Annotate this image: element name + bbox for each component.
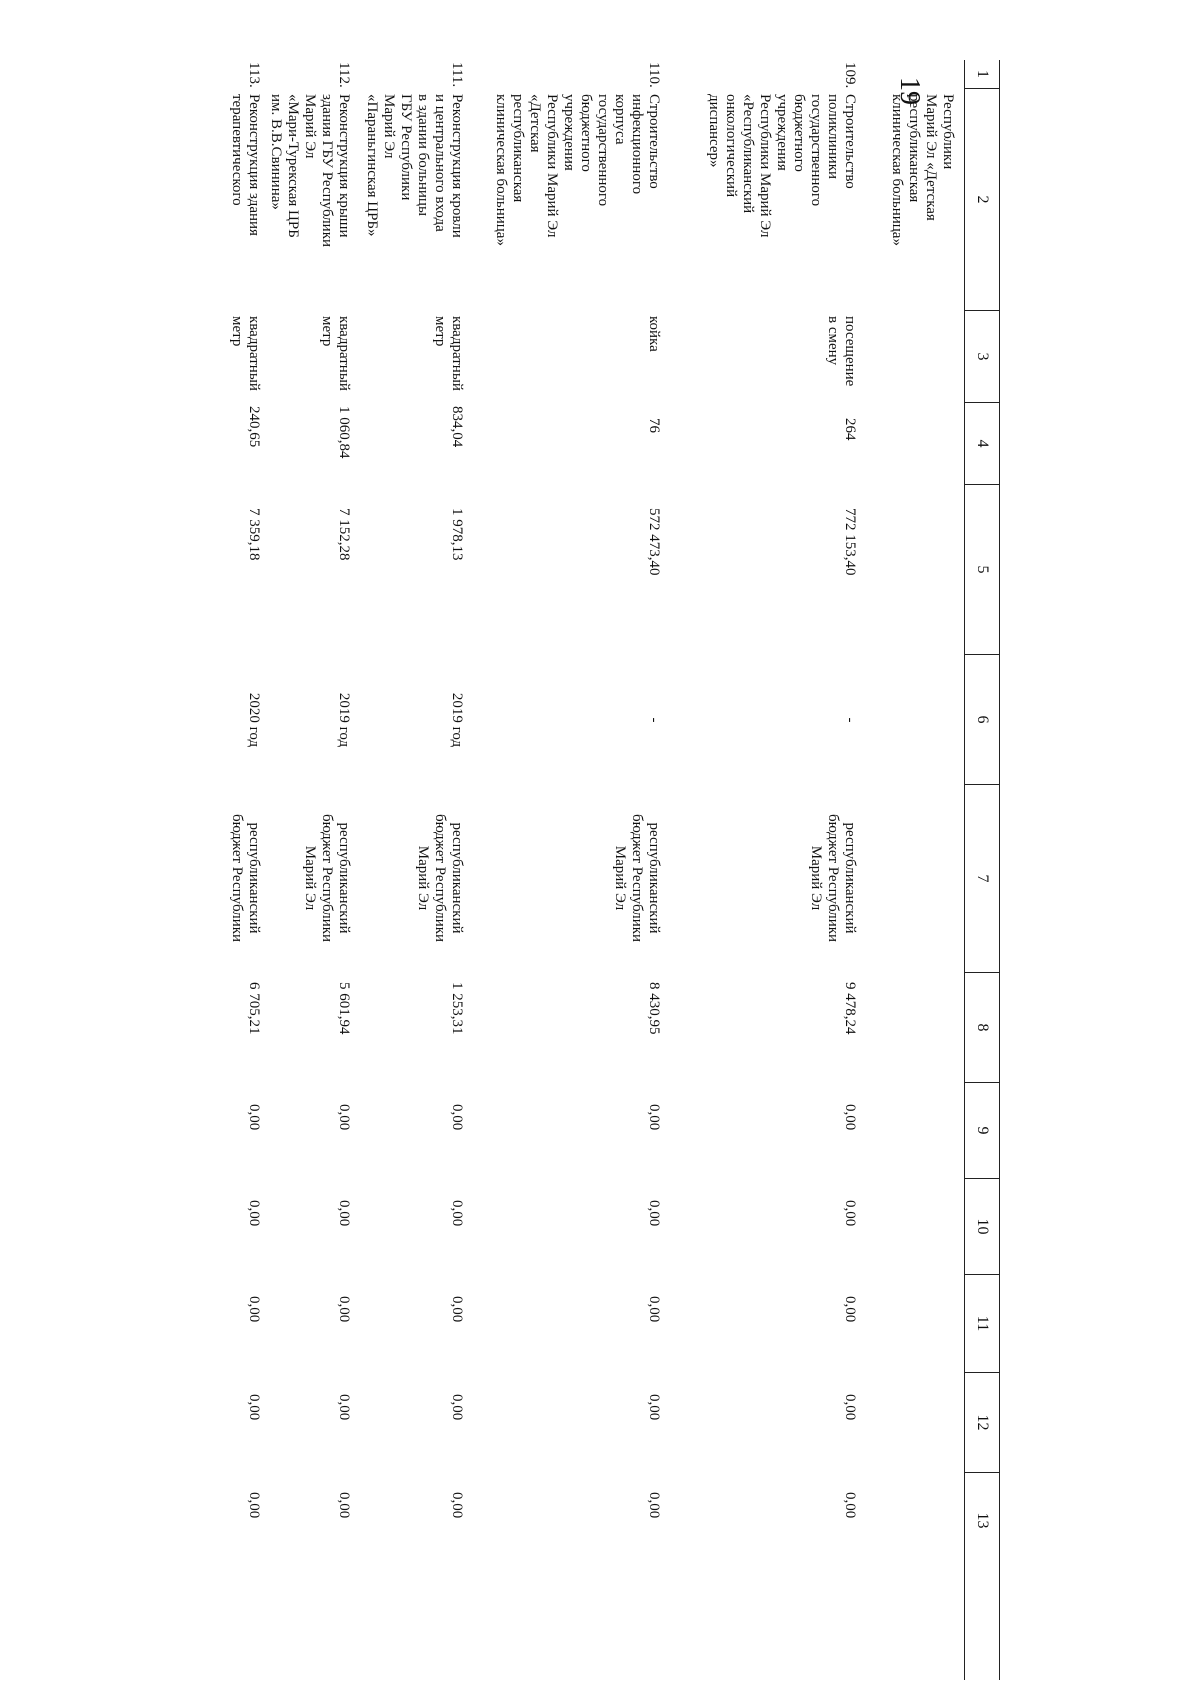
value-col-12: 0,00 bbox=[449, 1394, 465, 1421]
unit: посещение в смену bbox=[825, 316, 858, 387]
completion-year: - bbox=[646, 717, 662, 723]
funding-source: республиканский бюджет Республики Марий Эл bbox=[808, 813, 858, 943]
value-col-13: 0,00 bbox=[246, 1492, 262, 1519]
value-col-9: 0,00 bbox=[646, 1104, 662, 1131]
capacity: 264 bbox=[842, 418, 858, 441]
value-col-11: 0,00 bbox=[842, 1296, 858, 1323]
value-col-8: 5 601,94 bbox=[336, 982, 352, 1035]
value-col-13: 0,00 bbox=[449, 1492, 465, 1519]
row-number: 110. bbox=[646, 62, 662, 88]
object-name: Реконструкция здания терапевтического bbox=[229, 94, 262, 236]
unit: квадратный метр bbox=[319, 316, 352, 391]
unit: койка bbox=[646, 316, 662, 352]
column-number: 3 bbox=[965, 310, 999, 402]
row-number: 113. bbox=[246, 62, 262, 88]
unit: квадратный метр bbox=[432, 316, 465, 391]
column-number: 11 bbox=[965, 1274, 999, 1372]
value-col-13: 0,00 bbox=[646, 1492, 662, 1519]
value-col-10: 0,00 bbox=[246, 1200, 262, 1227]
capacity: 1 060,84 bbox=[336, 406, 352, 459]
column-number: 12 bbox=[965, 1372, 999, 1472]
column-number-header bbox=[964, 60, 1000, 1680]
estimated-cost: 1 978,13 bbox=[449, 508, 465, 561]
capacity: 76 bbox=[646, 418, 662, 433]
value-col-12: 0,00 bbox=[246, 1394, 262, 1421]
rotated-table bbox=[220, 60, 1000, 1680]
column-number: 4 bbox=[965, 402, 999, 484]
page-number: 19 bbox=[894, 77, 925, 105]
value-col-8: 6 705,21 bbox=[246, 982, 262, 1035]
value-col-10: 0,00 bbox=[842, 1200, 858, 1227]
value-col-13: 0,00 bbox=[842, 1492, 858, 1519]
value-col-11: 0,00 bbox=[336, 1296, 352, 1323]
column-number: 1 bbox=[974, 70, 991, 78]
value-col-12: 0,00 bbox=[336, 1394, 352, 1421]
estimated-cost: 772 153,40 bbox=[842, 508, 858, 576]
capacity: 240,65 bbox=[246, 406, 262, 448]
object-name: Реконструкция кровли и центрального входа в здании больницы ГБУ Республики Марий Эл «Параньгинская ЦРБ» bbox=[364, 94, 465, 238]
value-col-13: 0,00 bbox=[336, 1492, 352, 1519]
completion-year: 2020 год bbox=[246, 692, 262, 748]
value-col-11: 0,00 bbox=[449, 1296, 465, 1323]
value-col-8: 1 253,31 bbox=[449, 982, 465, 1035]
row-number: 109. bbox=[842, 62, 858, 89]
funding-source: республиканский бюджет Республики Марий Эл bbox=[612, 813, 662, 943]
column-number: 7 bbox=[965, 784, 999, 972]
estimated-cost: 7 359,18 bbox=[246, 508, 262, 561]
column-number: 8 bbox=[965, 972, 999, 1082]
continuation-name: Республики Марий Эл «Детская республиканская клиническая больница» bbox=[889, 94, 956, 246]
column-number: 6 bbox=[965, 654, 999, 784]
estimated-cost: 572 473,40 bbox=[646, 508, 662, 576]
value-col-9: 0,00 bbox=[449, 1104, 465, 1131]
row-number: 111. bbox=[449, 62, 465, 88]
value-col-11: 0,00 bbox=[646, 1296, 662, 1323]
column-number: 10 bbox=[965, 1178, 999, 1274]
value-col-12: 0,00 bbox=[646, 1394, 662, 1421]
completion-year: - bbox=[842, 717, 858, 723]
capacity: 834,04 bbox=[449, 406, 465, 448]
column-number: 13 bbox=[965, 1472, 999, 1568]
funding-source: республиканский бюджет Республики bbox=[229, 813, 262, 943]
value-col-9: 0,00 bbox=[336, 1104, 352, 1131]
object-name: Строительство поликлиники государственного бюджетного учреждения Республики Марий Эл «Республиканский онкологический диспансер» bbox=[706, 94, 858, 238]
value-col-10: 0,00 bbox=[646, 1200, 662, 1227]
funding-source: республиканский бюджет Республики Марий Эл bbox=[302, 813, 352, 943]
completion-year: 2019 год bbox=[336, 692, 352, 748]
value-col-9: 0,00 bbox=[842, 1104, 858, 1131]
column-number: 5 bbox=[965, 484, 999, 654]
estimated-cost: 7 152,28 bbox=[336, 508, 352, 561]
value-col-9: 0,00 bbox=[246, 1104, 262, 1131]
completion-year: 2019 год bbox=[449, 692, 465, 748]
row-number: 112. bbox=[336, 62, 352, 88]
value-col-11: 0,00 bbox=[246, 1296, 262, 1323]
value-col-10: 0,00 bbox=[449, 1200, 465, 1227]
funding-source: республиканский бюджет Республики Марий Эл bbox=[415, 813, 465, 943]
column-number: 2 bbox=[965, 88, 999, 310]
value-col-10: 0,00 bbox=[336, 1200, 352, 1227]
column-number: 9 bbox=[965, 1082, 999, 1178]
unit: квадратный метр bbox=[229, 316, 262, 391]
value-col-8: 8 430,95 bbox=[646, 982, 662, 1035]
object-name: Строительство инфекционного корпуса государственного бюджетного учреждения Республики Марий Эл «Детская республиканская клиническая больница» bbox=[493, 94, 662, 246]
value-col-12: 0,00 bbox=[842, 1394, 858, 1421]
object-name: Реконструкция крыши здания ГБУ Республики Марий Эл «Мари-Турекская ЦРБ им. В.В.Свинина» bbox=[268, 94, 352, 248]
value-col-8: 9 478,24 bbox=[842, 982, 858, 1035]
